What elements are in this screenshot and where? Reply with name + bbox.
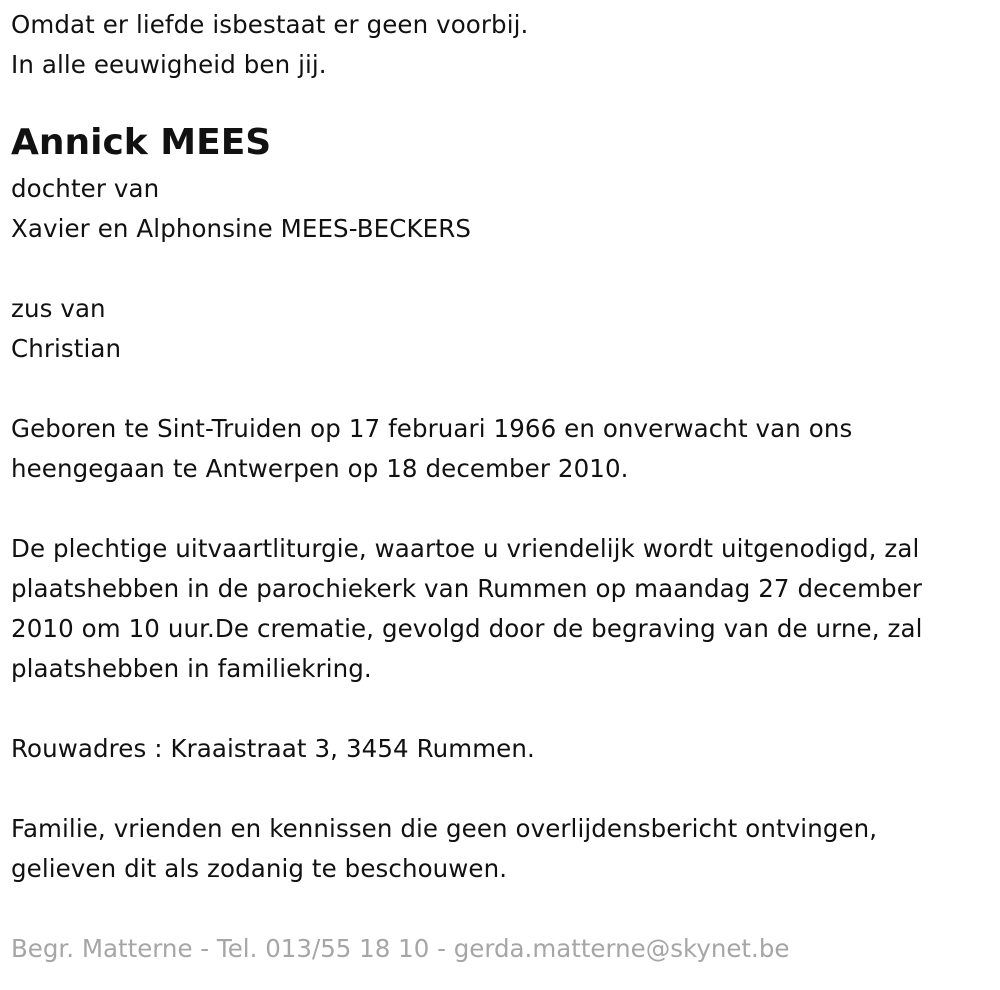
notice-line-1: Familie, vrienden en kennissen die geen overlijdensbericht ontvingen,: [11, 814, 878, 843]
motto-line-1: Omdat er liefde isbestaat er geen voorbij.: [11, 10, 529, 39]
birth-death-line-2: heengegaan te Antwerpen op 18 december 2010.: [11, 454, 629, 483]
daughter-of-label: dochter van: [11, 174, 160, 203]
obituary-document: [11, 5, 996, 969]
spacer: [11, 249, 996, 289]
spacer: [11, 689, 996, 729]
spacer: [11, 489, 996, 529]
funeral-line-4: plaatshebben in familiekring.: [11, 654, 372, 683]
deceased-name: Annick MEES: [11, 122, 272, 163]
sister-of-label: zus van: [11, 294, 106, 323]
sibling-names: Christian: [11, 334, 122, 363]
birth-death-line-1: Geboren te Sint-Truiden op 17 februari 1966 en onverwacht van ons: [11, 414, 853, 443]
funeral-line-3: 2010 om 10 uur.De crematie, gevolgd door de begraving van de urne, zal: [11, 614, 923, 643]
motto-line-2: In alle eeuwigheid ben jij.: [11, 50, 327, 79]
funeral-home-footer: Begr. Matterne - Tel. 013/55 18 10 - gerda.matterne@skynet.be: [11, 934, 790, 963]
parents-names: Xavier en Alphonsine MEES-BECKERS: [11, 214, 471, 243]
spacer: [11, 369, 996, 409]
mourning-address: Rouwadres : Kraaistraat 3, 3454 Rummen.: [11, 734, 535, 763]
spacer: [11, 769, 996, 809]
notice-line-2: gelieven dit als zodanig te beschouwen.: [11, 854, 508, 883]
funeral-line-1: De plechtige uitvaartliturgie, waartoe u vriendelijk wordt uitgenodigd, zal: [11, 534, 920, 563]
funeral-line-2: plaatshebben in de parochiekerk van Rummen op maandag 27 december: [11, 574, 923, 603]
